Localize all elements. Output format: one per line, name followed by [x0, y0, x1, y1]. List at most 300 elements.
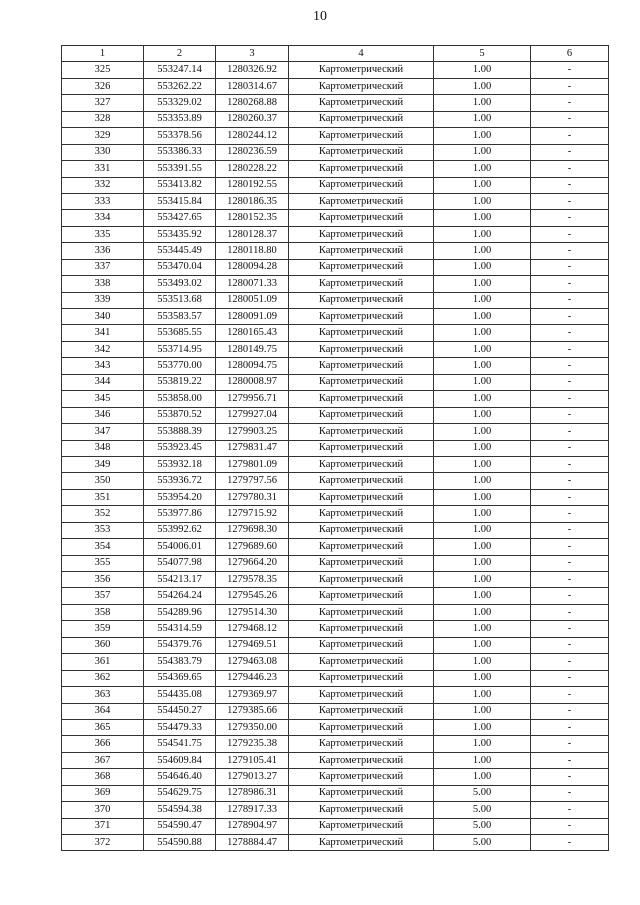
- method-cell: Картометрический: [289, 226, 434, 242]
- x-coordinate-cell: 554077.98: [144, 555, 216, 571]
- accuracy-cell: 1.00: [434, 309, 531, 325]
- accuracy-cell: 1.00: [434, 374, 531, 390]
- x-coordinate-cell: 554435.08: [144, 687, 216, 703]
- method-cell: Картометрический: [289, 621, 434, 637]
- point-number-cell: 364: [62, 703, 144, 719]
- x-coordinate-cell: 554646.40: [144, 769, 216, 785]
- note-cell: -: [531, 522, 609, 538]
- method-cell: Картометрический: [289, 407, 434, 423]
- accuracy-cell: 1.00: [434, 243, 531, 259]
- note-cell: -: [531, 309, 609, 325]
- y-coordinate-cell: 1279831.47: [216, 440, 289, 456]
- point-number-cell: 356: [62, 572, 144, 588]
- method-cell: Картометрический: [289, 276, 434, 292]
- table-row: [62, 111, 609, 127]
- note-cell: -: [531, 292, 609, 308]
- point-number-cell: 372: [62, 835, 144, 851]
- point-number-cell: 352: [62, 506, 144, 522]
- method-cell: Картометрический: [289, 424, 434, 440]
- point-number-cell: 342: [62, 341, 144, 357]
- x-coordinate-cell: 554590.47: [144, 818, 216, 834]
- accuracy-cell: 1.00: [434, 276, 531, 292]
- method-cell: Картометрический: [289, 128, 434, 144]
- method-cell: Картометрический: [289, 374, 434, 390]
- method-cell: Картометрический: [289, 95, 434, 111]
- point-number-cell: 332: [62, 177, 144, 193]
- table-row: [62, 144, 609, 160]
- method-cell: Картометрический: [289, 309, 434, 325]
- table-row: [62, 522, 609, 538]
- y-coordinate-cell: 1279715.92: [216, 506, 289, 522]
- point-number-cell: 365: [62, 719, 144, 735]
- note-cell: -: [531, 193, 609, 209]
- method-cell: Картометрический: [289, 687, 434, 703]
- method-cell: Картометрический: [289, 588, 434, 604]
- x-coordinate-cell: 554369.65: [144, 670, 216, 686]
- y-coordinate-cell: 1279578.35: [216, 572, 289, 588]
- point-number-cell: 358: [62, 604, 144, 620]
- accuracy-cell: 1.00: [434, 407, 531, 423]
- table-row: [62, 489, 609, 505]
- accuracy-cell: 1.00: [434, 391, 531, 407]
- note-cell: -: [531, 341, 609, 357]
- table-row: [62, 243, 609, 259]
- y-coordinate-cell: 1280314.67: [216, 78, 289, 94]
- method-cell: Картометрический: [289, 785, 434, 801]
- note-cell: -: [531, 358, 609, 374]
- header-row: [62, 46, 609, 62]
- note-cell: -: [531, 473, 609, 489]
- accuracy-cell: 1.00: [434, 703, 531, 719]
- point-number-cell: 370: [62, 802, 144, 818]
- note-cell: -: [531, 835, 609, 851]
- x-coordinate-cell: 553427.65: [144, 210, 216, 226]
- point-number-cell: 339: [62, 292, 144, 308]
- table-header: [62, 46, 609, 62]
- note-cell: -: [531, 78, 609, 94]
- x-coordinate-cell: 553262.22: [144, 78, 216, 94]
- accuracy-cell: 1.00: [434, 670, 531, 686]
- accuracy-cell: 1.00: [434, 226, 531, 242]
- y-coordinate-cell: 1278986.31: [216, 785, 289, 801]
- note-cell: -: [531, 621, 609, 637]
- note-cell: -: [531, 276, 609, 292]
- point-number-cell: 333: [62, 193, 144, 209]
- point-number-cell: 369: [62, 785, 144, 801]
- point-number-cell: 347: [62, 424, 144, 440]
- table-row: [62, 407, 609, 423]
- point-number-cell: 326: [62, 78, 144, 94]
- method-cell: Картометрический: [289, 325, 434, 341]
- x-coordinate-cell: 553386.33: [144, 144, 216, 160]
- note-cell: -: [531, 785, 609, 801]
- method-cell: Картометрический: [289, 210, 434, 226]
- method-cell: Картометрический: [289, 736, 434, 752]
- table-row: [62, 802, 609, 818]
- method-cell: Картометрический: [289, 358, 434, 374]
- table-row: [62, 309, 609, 325]
- accuracy-cell: 1.00: [434, 506, 531, 522]
- y-coordinate-cell: 1280008.97: [216, 374, 289, 390]
- method-cell: Картометрический: [289, 719, 434, 735]
- note-cell: -: [531, 654, 609, 670]
- table-row: [62, 424, 609, 440]
- y-coordinate-cell: 1280260.37: [216, 111, 289, 127]
- point-number-cell: 331: [62, 161, 144, 177]
- y-coordinate-cell: 1279545.26: [216, 588, 289, 604]
- point-number-cell: 363: [62, 687, 144, 703]
- point-number-cell: 355: [62, 555, 144, 571]
- table-row: [62, 818, 609, 834]
- method-cell: Картометрический: [289, 489, 434, 505]
- x-coordinate-cell: 553923.45: [144, 440, 216, 456]
- method-cell: Картометрический: [289, 391, 434, 407]
- y-coordinate-cell: 1279664.20: [216, 555, 289, 571]
- table-row: [62, 95, 609, 111]
- note-cell: -: [531, 489, 609, 505]
- method-cell: Картометрический: [289, 193, 434, 209]
- table-row: [62, 539, 609, 555]
- x-coordinate-cell: 554314.59: [144, 621, 216, 637]
- table-row: [62, 769, 609, 785]
- x-coordinate-cell: 553329.02: [144, 95, 216, 111]
- table-row: [62, 62, 609, 78]
- note-cell: -: [531, 588, 609, 604]
- method-cell: Картометрический: [289, 506, 434, 522]
- note-cell: -: [531, 670, 609, 686]
- y-coordinate-cell: 1279797.56: [216, 473, 289, 489]
- x-coordinate-cell: 553247.14: [144, 62, 216, 78]
- x-coordinate-cell: 554450.27: [144, 703, 216, 719]
- table-row: [62, 687, 609, 703]
- table-row: [62, 456, 609, 472]
- y-coordinate-cell: 1278904.97: [216, 818, 289, 834]
- table-row: [62, 703, 609, 719]
- column-header-1: 1: [62, 46, 144, 62]
- table-row: [62, 440, 609, 456]
- x-coordinate-cell: 554289.96: [144, 604, 216, 620]
- table-row: [62, 177, 609, 193]
- note-cell: -: [531, 144, 609, 160]
- x-coordinate-cell: 553714.95: [144, 341, 216, 357]
- y-coordinate-cell: 1279468.12: [216, 621, 289, 637]
- note-cell: -: [531, 424, 609, 440]
- accuracy-cell: 1.00: [434, 456, 531, 472]
- accuracy-cell: 1.00: [434, 128, 531, 144]
- method-cell: Картометрический: [289, 243, 434, 259]
- accuracy-cell: 1.00: [434, 210, 531, 226]
- method-cell: Картометрический: [289, 752, 434, 768]
- x-coordinate-cell: 553858.00: [144, 391, 216, 407]
- x-coordinate-cell: 553435.92: [144, 226, 216, 242]
- y-coordinate-cell: 1279463.08: [216, 654, 289, 670]
- accuracy-cell: 1.00: [434, 62, 531, 78]
- note-cell: -: [531, 703, 609, 719]
- table-row: [62, 128, 609, 144]
- column-header-2: 2: [144, 46, 216, 62]
- method-cell: Картометрический: [289, 161, 434, 177]
- accuracy-cell: 1.00: [434, 736, 531, 752]
- x-coordinate-cell: 554609.84: [144, 752, 216, 768]
- table-row: [62, 193, 609, 209]
- method-cell: Картометрический: [289, 259, 434, 275]
- method-cell: Картометрический: [289, 604, 434, 620]
- point-number-cell: 341: [62, 325, 144, 341]
- y-coordinate-cell: 1280071.33: [216, 276, 289, 292]
- point-number-cell: 327: [62, 95, 144, 111]
- coordinates-table: [61, 45, 609, 851]
- method-cell: Картометрический: [289, 654, 434, 670]
- table-row: [62, 292, 609, 308]
- point-number-cell: 357: [62, 588, 144, 604]
- accuracy-cell: 1.00: [434, 144, 531, 160]
- x-coordinate-cell: 553870.52: [144, 407, 216, 423]
- table-body: [62, 62, 609, 851]
- y-coordinate-cell: 1279469.51: [216, 637, 289, 653]
- note-cell: -: [531, 161, 609, 177]
- point-number-cell: 353: [62, 522, 144, 538]
- y-coordinate-cell: 1279514.30: [216, 604, 289, 620]
- note-cell: -: [531, 243, 609, 259]
- accuracy-cell: 1.00: [434, 95, 531, 111]
- method-cell: Картометрический: [289, 62, 434, 78]
- y-coordinate-cell: 1280152.35: [216, 210, 289, 226]
- y-coordinate-cell: 1280244.12: [216, 128, 289, 144]
- accuracy-cell: 1.00: [434, 572, 531, 588]
- note-cell: -: [531, 539, 609, 555]
- method-cell: Картометрический: [289, 769, 434, 785]
- note-cell: -: [531, 506, 609, 522]
- x-coordinate-cell: 553992.62: [144, 522, 216, 538]
- accuracy-cell: 1.00: [434, 161, 531, 177]
- table-row: [62, 555, 609, 571]
- note-cell: -: [531, 325, 609, 341]
- point-number-cell: 366: [62, 736, 144, 752]
- note-cell: -: [531, 736, 609, 752]
- method-cell: Картометрический: [289, 473, 434, 489]
- method-cell: Картометрический: [289, 292, 434, 308]
- method-cell: Картометрический: [289, 341, 434, 357]
- method-cell: Картометрический: [289, 539, 434, 555]
- table-row: [62, 654, 609, 670]
- accuracy-cell: 1.00: [434, 292, 531, 308]
- note-cell: -: [531, 210, 609, 226]
- table-row: [62, 588, 609, 604]
- accuracy-cell: 1.00: [434, 341, 531, 357]
- table-row: [62, 391, 609, 407]
- point-number-cell: 362: [62, 670, 144, 686]
- accuracy-cell: 1.00: [434, 358, 531, 374]
- accuracy-cell: 1.00: [434, 177, 531, 193]
- x-coordinate-cell: 553470.04: [144, 259, 216, 275]
- x-coordinate-cell: 554590.88: [144, 835, 216, 851]
- x-coordinate-cell: 554479.33: [144, 719, 216, 735]
- page-number: 10: [313, 9, 327, 24]
- table-row: [62, 719, 609, 735]
- note-cell: -: [531, 818, 609, 834]
- point-number-cell: 325: [62, 62, 144, 78]
- table-row: [62, 604, 609, 620]
- accuracy-cell: 1.00: [434, 555, 531, 571]
- point-number-cell: 343: [62, 358, 144, 374]
- point-number-cell: 338: [62, 276, 144, 292]
- column-header-4: 4: [289, 46, 434, 62]
- accuracy-cell: 1.00: [434, 769, 531, 785]
- y-coordinate-cell: 1280051.09: [216, 292, 289, 308]
- table-row: [62, 736, 609, 752]
- x-coordinate-cell: 553888.39: [144, 424, 216, 440]
- y-coordinate-cell: 1279903.25: [216, 424, 289, 440]
- table-row: [62, 506, 609, 522]
- point-number-cell: 351: [62, 489, 144, 505]
- point-number-cell: 335: [62, 226, 144, 242]
- column-header-6: 6: [531, 46, 609, 62]
- y-coordinate-cell: 1280094.28: [216, 259, 289, 275]
- x-coordinate-cell: 553513.68: [144, 292, 216, 308]
- note-cell: -: [531, 407, 609, 423]
- y-coordinate-cell: 1279350.00: [216, 719, 289, 735]
- accuracy-cell: 5.00: [434, 818, 531, 834]
- method-cell: Картометрический: [289, 670, 434, 686]
- table-row: [62, 572, 609, 588]
- x-coordinate-cell: 554213.17: [144, 572, 216, 588]
- accuracy-cell: 1.00: [434, 440, 531, 456]
- accuracy-cell: 1.00: [434, 78, 531, 94]
- method-cell: Картометрический: [289, 522, 434, 538]
- table-row: [62, 473, 609, 489]
- x-coordinate-cell: 553954.20: [144, 489, 216, 505]
- note-cell: -: [531, 687, 609, 703]
- y-coordinate-cell: 1279689.60: [216, 539, 289, 555]
- accuracy-cell: 5.00: [434, 785, 531, 801]
- y-coordinate-cell: 1279235.38: [216, 736, 289, 752]
- accuracy-cell: 1.00: [434, 111, 531, 127]
- table-row: [62, 374, 609, 390]
- point-number-cell: 330: [62, 144, 144, 160]
- x-coordinate-cell: 553770.00: [144, 358, 216, 374]
- point-number-cell: 340: [62, 309, 144, 325]
- x-coordinate-cell: 554594.38: [144, 802, 216, 818]
- y-coordinate-cell: 1279927.04: [216, 407, 289, 423]
- accuracy-cell: 1.00: [434, 687, 531, 703]
- method-cell: Картометрический: [289, 572, 434, 588]
- note-cell: -: [531, 572, 609, 588]
- point-number-cell: 344: [62, 374, 144, 390]
- x-coordinate-cell: 553415.84: [144, 193, 216, 209]
- x-coordinate-cell: 554629.75: [144, 785, 216, 801]
- accuracy-cell: 5.00: [434, 802, 531, 818]
- note-cell: -: [531, 226, 609, 242]
- x-coordinate-cell: 554006.01: [144, 539, 216, 555]
- point-number-cell: 367: [62, 752, 144, 768]
- table-row: [62, 835, 609, 851]
- y-coordinate-cell: 1280236.59: [216, 144, 289, 160]
- accuracy-cell: 1.00: [434, 621, 531, 637]
- note-cell: -: [531, 769, 609, 785]
- method-cell: Картометрический: [289, 144, 434, 160]
- note-cell: -: [531, 604, 609, 620]
- method-cell: Картометрический: [289, 818, 434, 834]
- y-coordinate-cell: 1279446.23: [216, 670, 289, 686]
- point-number-cell: 346: [62, 407, 144, 423]
- accuracy-cell: 1.00: [434, 752, 531, 768]
- y-coordinate-cell: 1280192.55: [216, 177, 289, 193]
- table-row: [62, 621, 609, 637]
- y-coordinate-cell: 1280091.09: [216, 309, 289, 325]
- point-number-cell: 337: [62, 259, 144, 275]
- table-row: [62, 358, 609, 374]
- accuracy-cell: 1.00: [434, 489, 531, 505]
- y-coordinate-cell: 1279698.30: [216, 522, 289, 538]
- y-coordinate-cell: 1279013.27: [216, 769, 289, 785]
- x-coordinate-cell: 553685.55: [144, 325, 216, 341]
- note-cell: -: [531, 637, 609, 653]
- x-coordinate-cell: 553493.02: [144, 276, 216, 292]
- accuracy-cell: 1.00: [434, 719, 531, 735]
- y-coordinate-cell: 1279780.31: [216, 489, 289, 505]
- y-coordinate-cell: 1278917.33: [216, 802, 289, 818]
- y-coordinate-cell: 1280128.37: [216, 226, 289, 242]
- note-cell: -: [531, 95, 609, 111]
- y-coordinate-cell: 1278884.47: [216, 835, 289, 851]
- accuracy-cell: 1.00: [434, 654, 531, 670]
- x-coordinate-cell: 554264.24: [144, 588, 216, 604]
- y-coordinate-cell: 1280268.88: [216, 95, 289, 111]
- y-coordinate-cell: 1280149.75: [216, 341, 289, 357]
- point-number-cell: 328: [62, 111, 144, 127]
- accuracy-cell: 1.00: [434, 588, 531, 604]
- accuracy-cell: 1.00: [434, 637, 531, 653]
- point-number-cell: 334: [62, 210, 144, 226]
- method-cell: Картометрический: [289, 555, 434, 571]
- y-coordinate-cell: 1280228.22: [216, 161, 289, 177]
- note-cell: -: [531, 802, 609, 818]
- table-row: [62, 276, 609, 292]
- point-number-cell: 368: [62, 769, 144, 785]
- method-cell: Картометрический: [289, 78, 434, 94]
- method-cell: Картометрический: [289, 456, 434, 472]
- method-cell: Картометрический: [289, 111, 434, 127]
- table-row: [62, 226, 609, 242]
- accuracy-cell: 1.00: [434, 424, 531, 440]
- point-number-cell: 345: [62, 391, 144, 407]
- accuracy-cell: 1.00: [434, 604, 531, 620]
- column-header-5: 5: [434, 46, 531, 62]
- note-cell: -: [531, 440, 609, 456]
- note-cell: -: [531, 111, 609, 127]
- point-number-cell: 360: [62, 637, 144, 653]
- y-coordinate-cell: 1279801.09: [216, 456, 289, 472]
- column-header-3: 3: [216, 46, 289, 62]
- accuracy-cell: 1.00: [434, 193, 531, 209]
- table-row: [62, 670, 609, 686]
- method-cell: Картометрический: [289, 637, 434, 653]
- x-coordinate-cell: 553391.55: [144, 161, 216, 177]
- accuracy-cell: 1.00: [434, 473, 531, 489]
- point-number-cell: 336: [62, 243, 144, 259]
- table-row: [62, 161, 609, 177]
- point-number-cell: 350: [62, 473, 144, 489]
- point-number-cell: 349: [62, 456, 144, 472]
- table-row: [62, 341, 609, 357]
- method-cell: Картометрический: [289, 835, 434, 851]
- accuracy-cell: 1.00: [434, 539, 531, 555]
- table-row: [62, 752, 609, 768]
- accuracy-cell: 1.00: [434, 259, 531, 275]
- note-cell: -: [531, 374, 609, 390]
- table-row: [62, 210, 609, 226]
- y-coordinate-cell: 1279956.71: [216, 391, 289, 407]
